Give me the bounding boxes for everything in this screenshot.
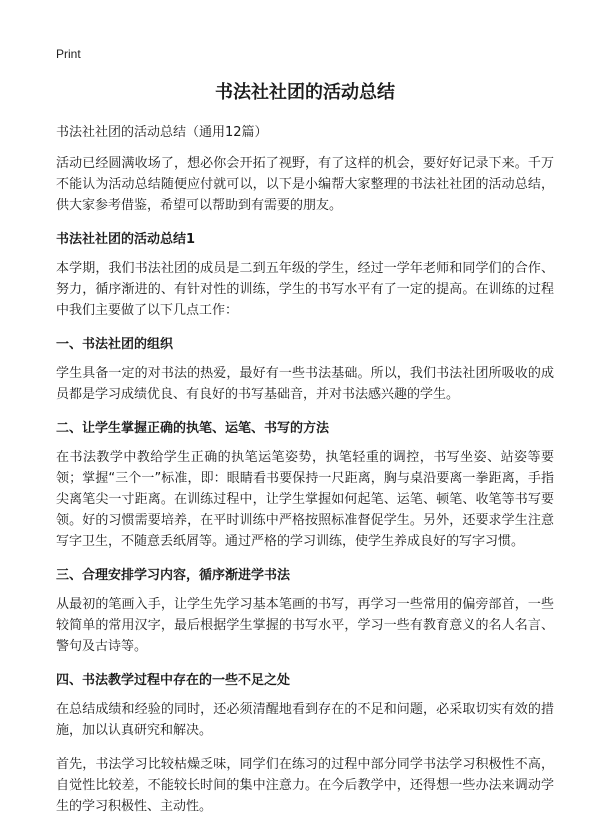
intro-paragraph: 活动已经圆满收场了，想必你会开拓了视野，有了这样的机会，要好好记录下来。千万不能认为活动总结随便应付就可以，以下是小编帮大家整理的书法社社团的活动总结，供大家参考借鉴，希望可以帮助到有需要的朋友。	[56, 156, 554, 213]
paragraph-shortcomings-2: 首先，书法学习比较枯燥乏味，同学们在练习的过程中部分同学书法学习积极性不高，自觉性比较差，不能较长时间的集中注意力。在今后教学中，还得想一些办法来调动学生的学习积极性、主动性。	[56, 757, 554, 814]
heading-shortcomings: 四、书法教学过程中存在的一些不足之处	[56, 673, 291, 688]
document-subtitle: 书法社社团的活动总结（通用12篇）	[56, 125, 268, 140]
section-1-paragraph: 本学期，我们书法社团的成员是二到五年级的学生，经过一学年老师和同学们的合作、努力，循序渐进的、有针对性的训练，学生的书写水平有了一定的提高。在训练的过程中我们主要做了以下几点工作：	[56, 261, 554, 318]
heading-content: 三、合理安排学习内容，循序渐进学书法	[56, 568, 291, 583]
paragraph-shortcomings-1: 在总结成绩和经验的同时，还必须清醒地看到存在的不足和问题，必采取切实有效的措施，加以认真研究和解决。	[56, 702, 554, 738]
paragraph-method: 在书法教学中教给学生正确的执笔运笔姿势，执笔轻重的调控，书写坐姿、站姿等要领；掌握“三个一”标准，即：眼睛看书要保持一尺距离，胸与桌沿要离一拳距离，手指尖离笔尖一寸距离。在训练过程中，让学生掌握如何起笔、运笔、顿笔、收笔等书写要领。好的习惯需要培养，在平时训练中严格按照标准督促学生。另外，还要求学生注意写字卫生，不随意丢纸屑等。通过严格的学习训练，使学生养成良好的写字习惯。	[56, 450, 554, 549]
print-link[interactable]: Print	[56, 47, 81, 61]
heading-organization: 一、书法社团的组织	[56, 337, 174, 352]
page-title: 书法社社团的活动总结	[215, 82, 395, 103]
heading-method: 二、让学生掌握正确的执笔、运笔、书写的方法	[56, 421, 330, 436]
paragraph-content: 从最初的笔画入手，让学生先学习基本笔画的书写，再学习一些常用的偏旁部首，一些较简单的常用汉字，最后根据学生掌握的书写水平，学习一些有教育意义的名人名言、警句及古诗等。	[56, 597, 554, 654]
paragraph-organization: 学生具备一定的对书法的热爱，最好有一些书法基础。所以，我们书法社团所吸收的成员都是学习成绩优良、有良好的书写基础音，并对书法感兴趣的学生。	[56, 366, 554, 402]
section-heading-1: 书法社社团的活动总结1	[56, 232, 196, 247]
